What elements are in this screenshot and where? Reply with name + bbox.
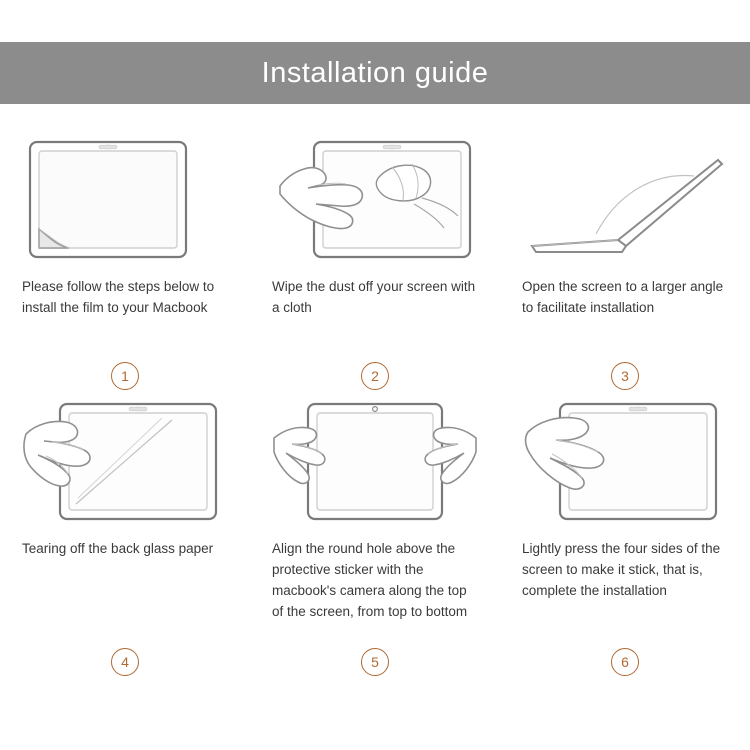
step-card-1: [0, 128, 250, 390]
header-bar: [0, 42, 750, 104]
step-5-illustration: [272, 398, 478, 526]
steps-grid: [0, 128, 750, 676]
two-hands-aligning-film-icon: [272, 398, 478, 526]
step-6-number: 6: [611, 648, 639, 676]
hand-peeling-back-paper-icon: [22, 398, 228, 526]
step-2-number: 2: [361, 362, 389, 390]
step-4-illustration: [22, 398, 228, 526]
step-6-caption: Lightly press the four sides of the screen to make it stick, that is, complete the installation: [522, 541, 721, 598]
step-1-number: 1: [111, 362, 139, 390]
step-1-illustration: [22, 136, 228, 264]
step-3-number: 3: [611, 362, 639, 390]
hand-wiping-screen-with-cloth-icon: [272, 136, 478, 264]
step-5-number: 5: [361, 648, 389, 676]
step-card-6: [500, 390, 750, 676]
step-card-5: [250, 390, 500, 676]
step-5-caption: Align the round hole above the protective sticker with the macbook's camera along the top of the screen, from top to bottom: [272, 541, 468, 619]
laptop-open-angle-icon: [522, 136, 728, 264]
step-2-illustration: [272, 136, 478, 264]
step-card-2: [250, 128, 500, 390]
laptop-screen-with-film-corner-peel-icon: [22, 136, 228, 264]
hand-pressing-screen-edges-icon: [522, 398, 728, 526]
step-card-3: [500, 128, 750, 390]
step-2-caption: Wipe the dust off your screen with a cloth: [272, 279, 476, 315]
step-4-number: 4: [111, 648, 139, 676]
step-1-caption: Please follow the steps below to install the film to your Macbook: [22, 279, 215, 315]
step-6-illustration: [522, 398, 728, 526]
step-3-illustration: [522, 136, 728, 264]
step-4-caption: Tearing off the back glass paper: [22, 541, 214, 556]
step-3-caption: Open the screen to a larger angle to facilitate installation: [522, 279, 724, 315]
page-title: Installation guide: [261, 56, 489, 89]
step-card-4: [0, 390, 250, 676]
